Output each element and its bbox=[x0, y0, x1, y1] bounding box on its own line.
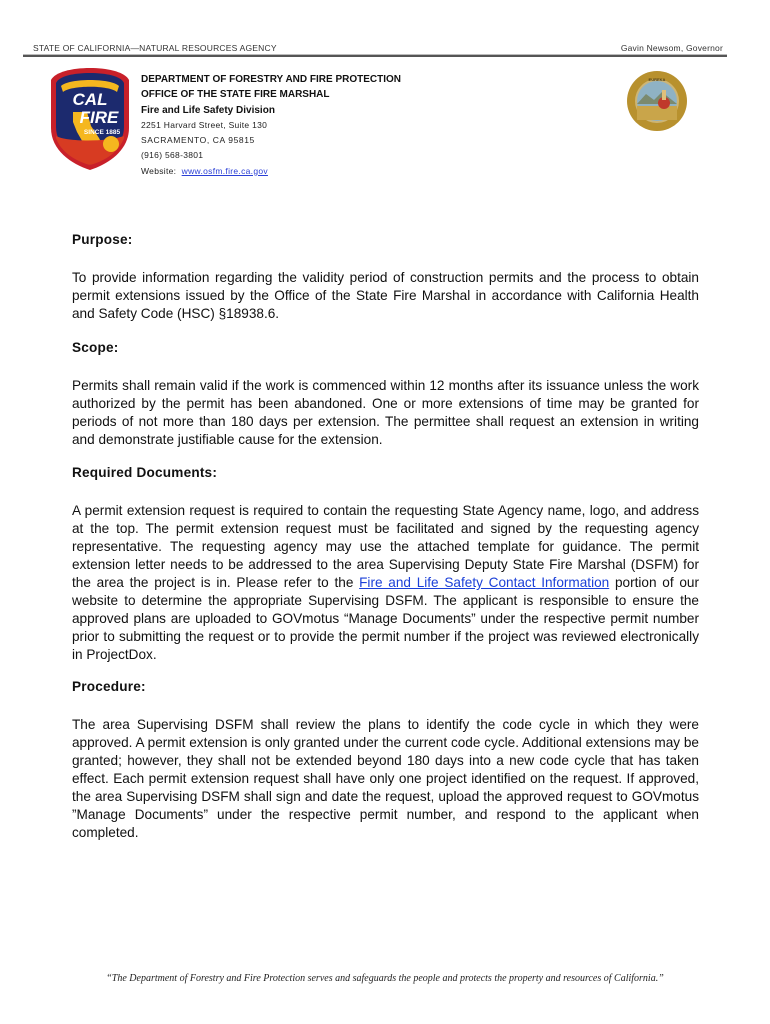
section-procedure bbox=[72, 678, 699, 861]
california-seal-icon bbox=[626, 70, 688, 132]
governor-name: Gavin Newsom, Governor bbox=[620, 43, 723, 53]
street-address: 2251 Harvard Street, Suite 130 bbox=[141, 119, 268, 130]
office-name: OFFICE OF THE STATE FIRE MARSHAL bbox=[141, 89, 330, 101]
letterhead bbox=[141, 72, 401, 179]
procedure-heading: Procedure: bbox=[72, 679, 146, 694]
cal-fire-logo bbox=[47, 66, 133, 172]
svg-text:EUREKA: EUREKA bbox=[648, 77, 666, 82]
website-label: Website: bbox=[141, 165, 177, 176]
purpose-heading: Purpose: bbox=[72, 232, 133, 247]
section-purpose bbox=[72, 231, 699, 342]
website-line bbox=[141, 164, 401, 179]
agency-name: STATE OF CALIFORNIA—NATURAL RESOURCES AGENCY bbox=[33, 43, 277, 53]
scope-body: Permits shall remain valid if the work is commenced within 12 months after its issuance unless the work authorized by the permit has been abandoned. One or more extensions of time may be granted for periods of not more than 180 days per extension. The permittee shall request an extension in writing and demonstrate justifiable cause for the extension. bbox=[72, 378, 699, 447]
section-required-documents bbox=[72, 464, 699, 683]
city-address: SACRAMENTO, CA 95815 bbox=[141, 135, 255, 146]
section-scope bbox=[72, 339, 699, 468]
state-seal bbox=[626, 70, 688, 132]
division-name: Fire and Life Safety Division bbox=[141, 104, 275, 116]
required-documents-text-1: A permit extension request is required to contain the requesting State Agency name, logo, and address at the top. The permit extension request must be facilitated and signed by the requesting agency representative. The requesting agency may use the attached template for guidance. The permit extension letter needs to be addressed to the area Supervising Deputy State Fire Marshal (DSFM) for the area the project is in. Please refer to the bbox=[72, 503, 699, 590]
header-rule-dark bbox=[23, 55, 727, 57]
website-link[interactable]: www.osfm.fire.ca.gov bbox=[181, 165, 268, 176]
required-documents-body bbox=[72, 502, 699, 664]
phone-number: (916) 568-3801 bbox=[141, 150, 204, 161]
department-name: DEPARTMENT OF FORESTRY AND FIRE PROTECTION bbox=[141, 74, 402, 85]
cal-fire-shield-icon bbox=[47, 66, 133, 172]
svg-text:FIRE: FIRE bbox=[79, 108, 119, 127]
svg-text:SINCE 1885: SINCE 1885 bbox=[83, 129, 121, 136]
footer-motto: “The Department of Forestry and Fire Protection serves and safeguards the people and protects the property and resources of California.” bbox=[106, 973, 664, 984]
purpose-body: To provide information regarding the validity period of construction permits and the process to obtain permit extensions issued by the Office of the State Fire Marshal in accordance with California Health and Safety Code (HSC) §18938.6. bbox=[72, 270, 699, 321]
required-documents-heading: Required Documents: bbox=[72, 465, 218, 480]
scope-heading: Scope: bbox=[72, 340, 119, 355]
required-documents-text-2: portion of our website to determine the appropriate Supervising DSFM. The applicant is responsible to ensure the approved plans are uploaded to GOVmotus “Manage Documents” under the respective permit number prior to submitting the request or to provide the permit number if the project was reviewed electronically in ProjectDox. bbox=[72, 575, 699, 662]
contact-information-link[interactable]: Fire and Life Safety Contact Information bbox=[359, 575, 610, 590]
procedure-body: The area Supervising DSFM shall review the plans to identify the code cycle in which they were approved. A permit extension is only granted under the current code cycle. Additional extensions may be granted; however, they shall not be extended beyond 180 days into a new code cycle that has taken effect. Each permit extension request shall have only one project identified on the request. If approved, the area Supervising DSFM shall sign and date the request, upload the approved request to GOVmotus ”Manage Documents” under the respective permit number, and respond to the applicant when completed. bbox=[72, 717, 699, 840]
svg-text:CAL: CAL bbox=[72, 90, 108, 109]
